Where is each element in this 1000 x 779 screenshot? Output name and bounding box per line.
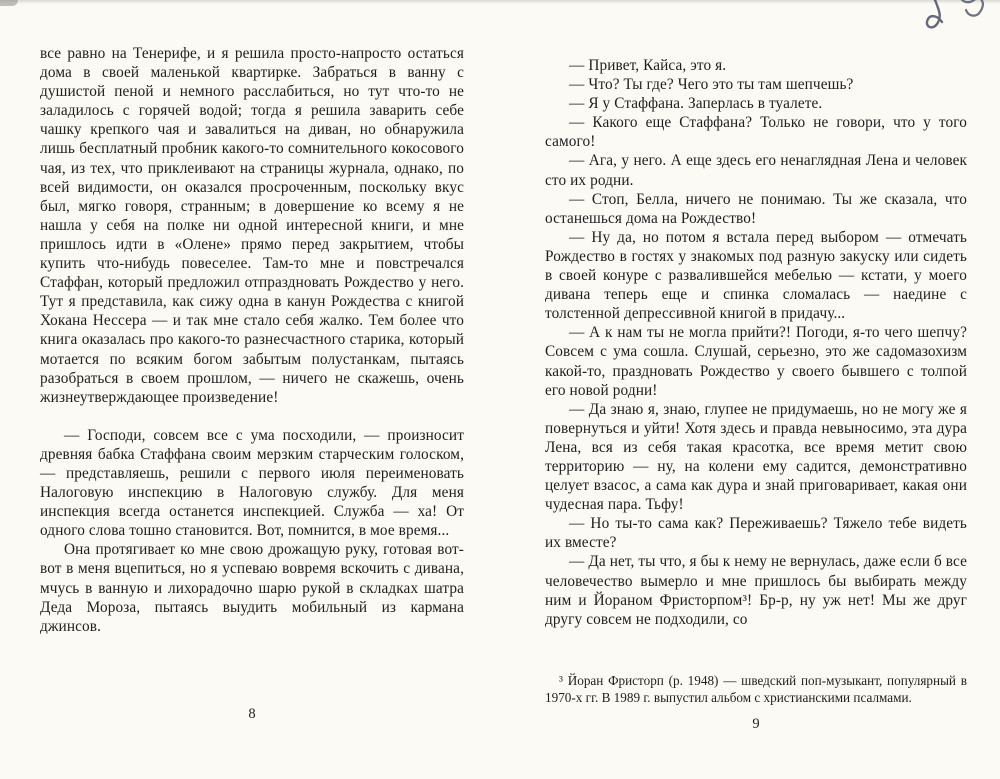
page-number-right: 9 xyxy=(726,716,786,733)
paragraph: — Ну да, но потом я встала перед выбором — отмечать Рождество в гостях у знакомых под разную закуску или сидеть в своей конуре с развалившейся мебелью — кстати, у моего дивана теперь еще и спинка сломалась — наедине с толстенной депрессивной книгой в придачу... xyxy=(545,228,967,323)
paragraph: — А к нам ты не могла прийти?! Погоди, я-то чего шепчу? Совсем с ума сошла. Слушай, серьезно, это же садомазохизм какой-то, праздновать Рождество у своего бывшего с толпой его новой родни! xyxy=(545,324,967,399)
left-page-text xyxy=(40,44,464,636)
paragraph: все равно на Тенерифе, и я решила просто-напросто остаться дома в своей маленькой квартирке. Забраться в ванну с душистой пеной и немного расслабиться, но тут что-то не заладилось с горячей водой; тогда я решила заварить себе чашку крепкого чая и завалиться на диван, но обнаружила лишь бесплатный пробник какого-то сомнительного кокосового чая, из тех, что приклеивают на страницы журнала, однако, по всей видимости, он оказался просроченным, поскольку вкус был, мягко говоря, странным; в довершение ко всему я не нашла у себя на полке ни одной интересной книги, и мне пришлось идти в «Олене» прямо перед закрытием, чтобы купить что-нибудь повеселее. Там-то мне и повстречался Стаффан, который предложил отпраздновать Рождество у него. Тут я представила, как сижу одна в канун Рождества с книгой Хокана Нессера — и так мне стало себя жалко. Тем более что книга оказалась про какого-то разнесчастного старика, который мотается по всяким богом забытым полустанкам, пытаясь разобраться в своем прошлом, — ничего не скажешь, очень жизнеутверждающее произведение! xyxy=(40,45,464,406)
page-number-left: 8 xyxy=(222,706,282,723)
scan-top-edge xyxy=(0,0,1000,4)
paragraph: — Что? Ты где? Чего это ты там шепчешь? xyxy=(569,76,854,94)
paragraph: — Но ты-то сама как? Переживаешь? Тяжело тебе видеть их вместе? xyxy=(545,515,967,552)
paragraph: — Господи, совсем все с ума посходили, — произносит древняя бабка Стаффана своим мерзким старческим голоском, — представляешь, решили с первого июля переименовать Налоговую инспекцию в Налоговую службу. Для меня инспекция всегда останется инспекцией. Служба — ха! От одного слова тошно становится. Вот, помнится, в мое время... xyxy=(40,426,464,540)
paragraph: Она протягивает ко мне свою дрожащую руку, готовая вот-вот в меня вцепиться, но я успеваю вовремя вскочить с дивана, мчусь в ванную и лихорадочно шарю рукой в складках шатра Деда Мороза, пытаясь выудить мобильный из кармана джинсов. xyxy=(40,541,464,635)
paragraph: — Да знаю я, знаю, глупее не придумаешь, но не могу же я повернуться и уйти! Хотя здесь и правда невыносимо, эта дура Лена, вся из себя такая красотка, все время метит свою территорию — ну, на колени ему садится, демонстративно целует взасос, а сама как дура и знай приговаривает, какая они чудесная пара. Тьфу! xyxy=(545,400,967,514)
pen-squiggle-mark xyxy=(916,0,998,46)
paragraph: — Какого еще Стаффана? Только не говори, что у того самого! xyxy=(545,114,967,151)
scan-corner-artifact xyxy=(0,0,18,6)
right-page-text xyxy=(545,56,967,629)
paragraph: — Да нет, ты что, я бы к нему не вернулась, даже если б все человечество вымерло и мне пришлось бы выбирать между ним и Йораном Фристорпом³! Бр-р, ну уж нет! Мы же друг другу совсем не подходили, со xyxy=(545,553,967,628)
paragraph: — Привет, Кайса, это я. xyxy=(569,57,727,74)
paragraph: — Стоп, Белла, ничего не понимаю. Ты же сказала, что останешься дома на Рождество! xyxy=(545,190,967,227)
footnote: ³ Йоран Фристорп (р. 1948) — шведский поп-музыкант, популярный в 1970-х гг. В 1989 г. выпустил альбом с христианскими псалмами. xyxy=(545,668,967,706)
paragraph: — Ага, у него. А еще здесь его ненаглядная Лена и человек сто их родни. xyxy=(545,152,967,189)
paragraph: — Я у Стаффана. Заперлась в туалете. xyxy=(569,95,823,113)
